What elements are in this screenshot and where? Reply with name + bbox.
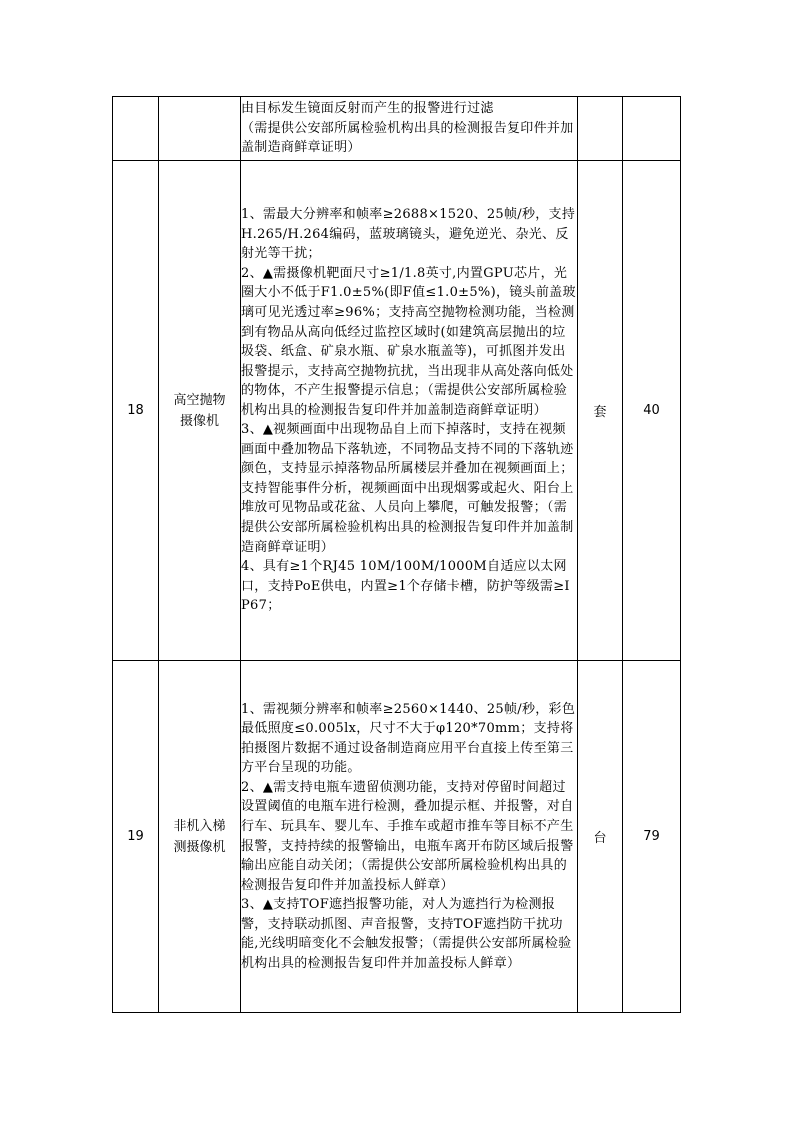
spec-description (241, 161, 578, 661)
row-number: 18 (113, 161, 159, 661)
product-name (159, 97, 241, 161)
table-row (113, 161, 681, 661)
unit (578, 97, 623, 161)
unit: 台 (578, 661, 623, 1013)
quantity: 79 (623, 661, 681, 1013)
product-name: 高空抛物 摄像机 (159, 161, 241, 661)
quantity: 40 (623, 161, 681, 661)
unit: 套 (578, 161, 623, 661)
spec-paragraph: 由目标发生镜面反射而产生的报警进行过滤 (241, 101, 494, 117)
spec-paragraph: 4、具有≥1个RJ45 10M/100M/1000M自适应以太网口，支持PoE供电，内置≥1个存储卡槽，防护等级需≥IP67； (241, 559, 570, 614)
spec-paragraph: 3、▲视频画面中出现物品自上而下掉落时，支持在视频画面中叠加物品下落轨迹，不同物品支持不同的下落轨迹颜色，支持显示掉落物品所属楼层并叠加在视频画面上；支持智能事件分析，视频画面中出现烟雾或起火、阳台上堆放可见物品或花盆、人员向上攀爬，可触发报警；（需提供公安部所属检验机构出具的检测报告复印件并加盖制造商鲜章证明） (241, 422, 574, 555)
spec-table (112, 96, 681, 1013)
spec-paragraph: 3、▲支持TOF遮挡报警功能，对人为遮挡行为检测报警，支持联动抓图、声音报警，支持TOF遮挡防干扰功能,光线明暗变化不会触发报警；（需提供公安部所属检验机构出具的检测报告复印件并加盖投标人鲜章） (241, 897, 572, 971)
row-number (113, 97, 159, 161)
spec-description (241, 97, 578, 161)
row-number: 19 (113, 661, 159, 1013)
table-row (113, 97, 681, 161)
spec-paragraph: （需提供公安部所属检验机构出具的检测报告复印件并加盖制造商鲜章证明） (241, 120, 574, 156)
spec-paragraph: 2、▲需支持电瓶车遗留侦测功能，支持对停留时间超过设置阈值的电瓶车进行检测，叠加提示框、并报警，对自行车、玩具车、婴儿车、手推车或超市推车等目标不产生报警，支持持续的报警输出，电瓶车离开布防区域后报警输出应能自动关闭；（需提供公安部所属检验机构出具的检测报告复印件并加盖投标人鲜章） (241, 779, 574, 893)
spec-description (241, 661, 578, 1013)
quantity (623, 97, 681, 161)
spec-paragraph: 1、需最大分辨率和帧率≥2688×1520、25帧/秒，支持H.265/H.264编码，蓝玻璃镜头，避免逆光、杂光、反射光等干扰； (241, 207, 576, 262)
product-name: 非机入梯 测摄像机 (159, 661, 241, 1013)
spec-paragraph: 1、需视频分辨率和帧率≥2560×1440、25帧/秒，彩色最低照度≤0.005lx，尺寸不大于φ120*70mm；支持将拍摄图片数据不通过设备制造商应用平台直接上传至第三方平台呈现的功能。 (241, 701, 576, 776)
table-row (113, 661, 681, 1013)
spec-paragraph: 2、▲需摄像机靶面尺寸≥1/1.8英寸,内置GPU芯片，光圈大小不低于F1.0±5%(即F值≤1.0±5%)，镜头前盖玻璃可见光透过率≥96%；支持高空抛物检测功能，当检测到有物品从高向低经过监控区域时(如建筑高层抛出的垃圾袋、纸盒、矿泉水瓶、矿泉水瓶盖等)，可抓图并发出报警提示，支持高空抛物抗扰，当出现非从高处落向低处的物体，不产生报警提示信息；（需提供公安部所属检验机构出具的检测报告复印件并加盖制造商鲜章证明） (241, 265, 576, 418)
